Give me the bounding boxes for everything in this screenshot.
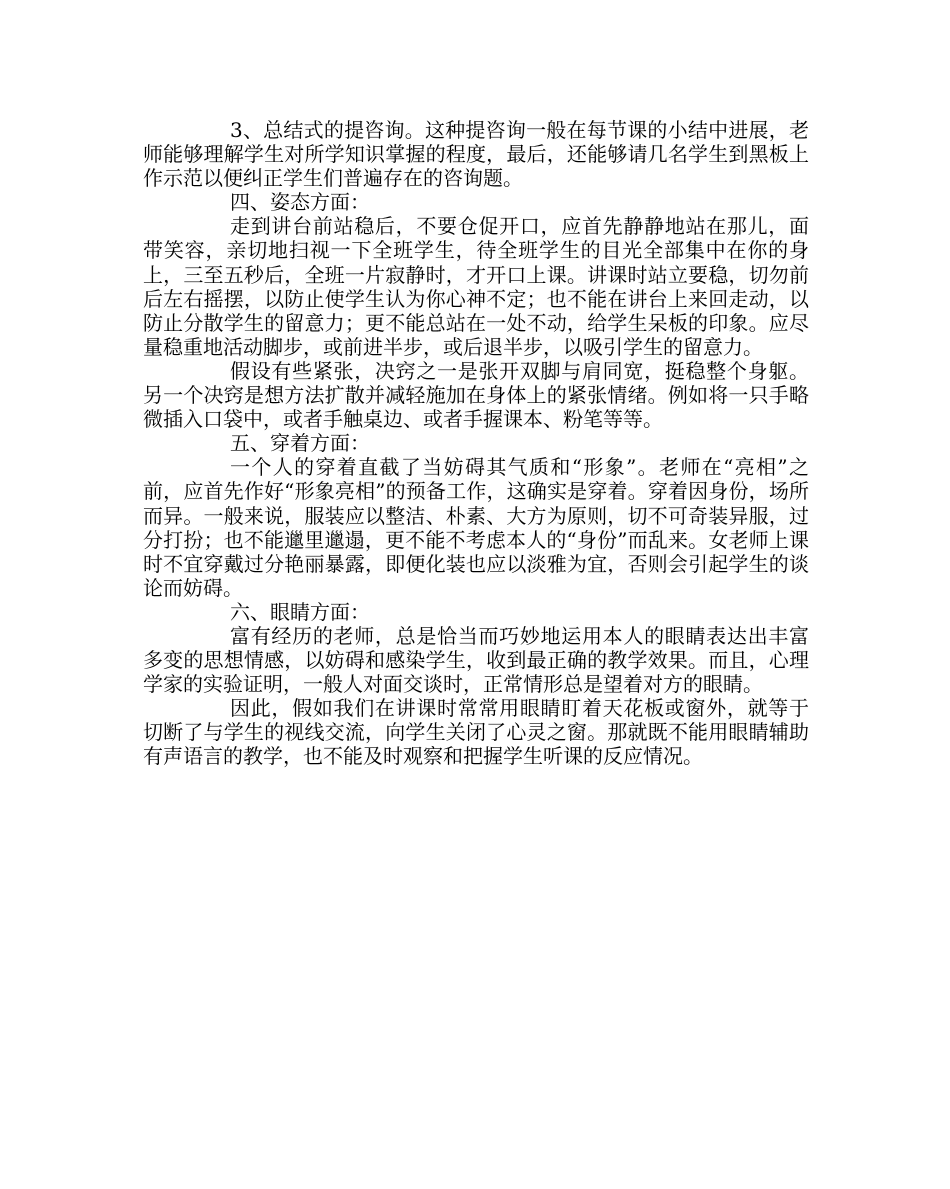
paragraph-posture: 走到讲台前站稳后，不要仓促开口，应首先静静地站在那儿，面带笑容，亲切地扫视一下全班学生，待全班学生的目光全部集中在你的身上，三至五秒后，全班一片寂静时，才开口上课。讲课时站立要稳，切勿前后左右摇摆，以防止使学生认为你心神不定；也不能在讲台上来回走动，以防止分散学生的留意力；更不能总站在一处不动，给学生呆板的印象。应尽量稳重地活动脚步，或前进半步，或后退半步，以吸引学生的留意力。 xyxy=(143,214,809,359)
heading-clothing: 五、穿着方面： xyxy=(230,431,370,456)
paragraph-clothing: 一个人的穿着直截了当妨碍其气质和“形象”。老师在“亮相”之前，应首先作好“形象亮相”的预备工作，这确实是穿着。穿着因身份，场所而异。一般来说，服装应以整洁、朴素、大方为原则，切不可奇装异服，过分打扮；也不能邋里邋遢，更不能不考虑本人的“身份”而乱来。女老师上课时不宜穿戴过分艳丽暴露，即便化装也应以淡雅为宜，否则会引起学生的谈论而妨碍。 xyxy=(143,455,809,600)
document-body xyxy=(143,118,809,769)
paragraph-nervousness: 假设有些紧张，决窍之一是张开双脚与肩同宽，挺稳整个身躯。另一个决窍是想方法扩散并减轻施加在身体上的紧张情绪。例如将一只手略微插入口袋中，或者手触桌边、或者手握课本、粉笔等等。 xyxy=(143,358,809,432)
paragraph-summary-questions: 3、总结式的提咨询。这种提咨询一般在每节课的小结中进展，老师能够理解学生对所学知识掌握的程度，最后，还能够请几名学生到黑板上作示范以便纠正学生们普遍存在的咨询题。 xyxy=(143,118,809,191)
paragraph-eyes: 富有经历的老师，总是恰当而巧妙地运用本人的眼睛表达出丰富多变的思想情感，以妨碍和感染学生，收到最正确的教学效果。而且，心理学家的实验证明，一般人对面交谈时，正常情形总是望着对方的眼睛。 xyxy=(143,623,809,697)
heading-eyes: 六、眼睛方面： xyxy=(230,599,370,624)
heading-posture: 四、姿态方面： xyxy=(230,190,370,215)
paragraph-eye-contact: 因此，假如我们在讲课时常常用眼睛盯着天花板或窗外，就等于切断了与学生的视线交流，向学生关闭了心灵之窗。那就既不能用眼睛辅助有声语言的教学，也不能及时观察和把握学生听课的反应情况。 xyxy=(143,696,809,769)
